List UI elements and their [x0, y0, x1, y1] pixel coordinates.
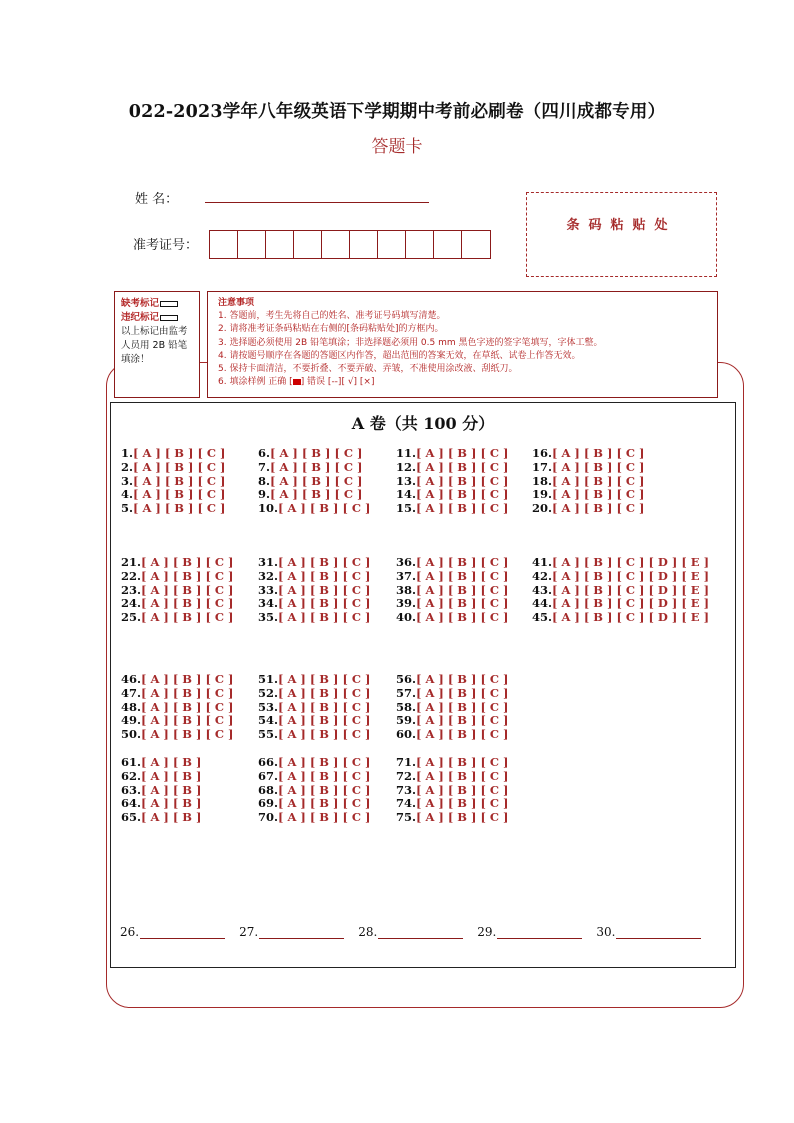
question-row[interactable]: [121, 461, 226, 475]
answer-options[interactable]: [ A ] [ B ] [ C ]: [278, 501, 371, 516]
question-row[interactable]: [121, 714, 234, 728]
question-number: 34.: [258, 596, 279, 611]
question-row[interactable]: [396, 701, 509, 715]
question-number: 58.: [396, 699, 417, 714]
question-row[interactable]: [258, 461, 371, 475]
question-row[interactable]: [258, 811, 371, 825]
question-group: [121, 556, 234, 625]
fill-line[interactable]: [140, 926, 225, 939]
question-number: 73.: [396, 782, 417, 797]
question-number: 14.: [396, 487, 417, 502]
question-row[interactable]: [258, 797, 371, 811]
question-number: 17.: [532, 459, 553, 474]
question-group: [121, 447, 226, 516]
answer-options[interactable]: [ A ] [ B ]: [141, 768, 202, 783]
fill-in-row: [120, 925, 720, 939]
question-row[interactable]: [258, 502, 371, 516]
question-number: 71.: [396, 755, 417, 769]
question-number: 11.: [396, 446, 417, 460]
id-digit-box[interactable]: [294, 231, 322, 258]
question-row[interactable]: [396, 570, 509, 584]
id-label: 准考证号：: [133, 238, 199, 253]
answer-options[interactable]: [ A ] [ B ] [ C ]: [278, 582, 371, 597]
answer-options[interactable]: [ A ] [ B ] [ C ]: [278, 610, 371, 625]
question-number: 50.: [121, 727, 142, 742]
question-row[interactable]: [121, 447, 226, 461]
name-label: 姓 名：: [135, 192, 179, 207]
question-number: 12.: [396, 459, 417, 474]
question-number: 65.: [121, 810, 142, 825]
id-digit-box[interactable]: [238, 231, 266, 258]
question-number: 66.: [258, 755, 279, 769]
question-number: 16.: [532, 446, 553, 460]
question-row[interactable]: [396, 488, 509, 502]
answer-options[interactable]: [ A ] [ B ] [ C ]: [270, 459, 363, 474]
question-number: 60.: [396, 727, 417, 742]
question-number: 40.: [396, 610, 417, 625]
question-number: 5.: [121, 501, 134, 516]
answer-options[interactable]: [ A ] [ B ] [ C ]: [416, 755, 509, 769]
question-number: 42.: [532, 568, 553, 583]
id-digit-box[interactable]: [462, 231, 490, 258]
question-number: 4.: [121, 487, 134, 502]
question-number: 23.: [121, 582, 142, 597]
question-row[interactable]: [396, 687, 509, 701]
question-row[interactable]: [121, 556, 234, 570]
question-group: [258, 756, 371, 825]
answer-options[interactable]: [ A ] [ B ] [ C ]: [141, 685, 234, 700]
question-number: 48.: [121, 699, 142, 714]
notice-heading: 注意事项: [218, 298, 255, 308]
question-group: [396, 756, 509, 825]
violation-mark-label: 违纪标记: [121, 312, 160, 323]
question-number: 13.: [396, 473, 417, 488]
question-row[interactable]: [258, 784, 371, 798]
answer-options[interactable]: [ A ] [ B ] [ C ]: [278, 810, 371, 825]
id-digit-box[interactable]: [434, 231, 462, 258]
question-row[interactable]: [396, 784, 509, 798]
answer-options[interactable]: [ A ] [ B ] [ C ]: [133, 459, 226, 474]
question-row[interactable]: [121, 488, 226, 502]
barcode-label: 条码粘贴处: [566, 218, 677, 233]
question-row[interactable]: [121, 770, 201, 784]
question-row[interactable]: [121, 756, 201, 770]
answer-options[interactable]: [ A ] [ B ] [ C ]: [141, 610, 234, 625]
answer-options[interactable]: [ A ] [ B ] [ C ]: [416, 596, 509, 611]
fill-line[interactable]: [259, 926, 344, 939]
question-row[interactable]: [121, 811, 201, 825]
notice-item: 5. 保持卡面清洁，不要折叠、不要弄破、弄皱，不准使用涂改液、刮纸刀。: [218, 364, 518, 375]
notice-item: 4. 请按题号顺序在各题的答题区内作答，超出范围的答案无效，在草纸、试卷上作答无效。: [218, 350, 581, 361]
fill-item[interactable]: [596, 925, 701, 939]
question-number: 39.: [396, 596, 417, 611]
question-number: 3.: [121, 473, 134, 488]
fill-line[interactable]: [497, 926, 582, 939]
question-row[interactable]: [396, 714, 509, 728]
question-number: 31.: [258, 555, 279, 569]
question-group: [396, 673, 509, 742]
answer-options[interactable]: [ A ] [ B ] [ C ]: [552, 459, 645, 474]
question-number: 10.: [258, 501, 279, 516]
question-number: 22.: [121, 568, 142, 583]
question-group: [258, 556, 371, 625]
question-number: 32.: [258, 568, 279, 583]
fill-item[interactable]: [239, 925, 344, 939]
answer-options[interactable]: [ A ] [ B ] [ C ]: [141, 555, 234, 569]
question-row[interactable]: [258, 475, 371, 489]
answer-options[interactable]: [ A ] [ B ] [ C ]: [141, 568, 234, 583]
answer-options[interactable]: [ A ] [ B ] [ C ]: [416, 487, 509, 502]
fill-number: 30.: [596, 925, 616, 939]
answer-options[interactable]: [ A ] [ B ] [ C ]: [416, 796, 509, 811]
question-number: 61.: [121, 755, 142, 769]
question-group: [396, 556, 509, 625]
question-number: 25.: [121, 610, 142, 625]
question-number: 43.: [532, 582, 553, 597]
question-row[interactable]: [396, 461, 509, 475]
marks-note: 以上标记由监考人员用 2B 铅笔填涂！: [121, 326, 188, 365]
answer-options[interactable]: [ A ] [ B ] [ C ]: [141, 582, 234, 597]
question-row[interactable]: [396, 502, 509, 516]
missing-mark-box[interactable]: [160, 301, 178, 307]
id-digit-box[interactable]: [350, 231, 378, 258]
question-row[interactable]: [258, 447, 371, 461]
question-row[interactable]: [396, 770, 509, 784]
question-number: 54.: [258, 713, 279, 728]
question-number: 62.: [121, 768, 142, 783]
page-title: 022-2023学年八年级英语下学期期中考前必刷卷（四川成都专用）: [128, 102, 666, 122]
question-number: 49.: [121, 713, 142, 728]
fill-line[interactable]: [616, 926, 701, 939]
question-group: [121, 673, 234, 742]
question-row[interactable]: [258, 728, 371, 742]
question-number: 1.: [121, 446, 134, 460]
answer-options[interactable]: [ A ] [ B ] [ C ]: [270, 446, 363, 460]
answer-options[interactable]: [ A ] [ B ] [ C ]: [416, 446, 509, 460]
question-number: 59.: [396, 713, 417, 728]
question-number: 19.: [532, 487, 553, 502]
question-row[interactable]: [396, 584, 509, 598]
exam-marks-box: [114, 291, 200, 398]
question-number: 24.: [121, 596, 142, 611]
question-row[interactable]: [121, 687, 234, 701]
question-row[interactable]: [121, 728, 234, 742]
missing-mark-label: 缺考标记: [121, 298, 160, 309]
question-number: 15.: [396, 501, 417, 516]
answer-options[interactable]: [ A ] [ B ] [ C ]: [278, 768, 371, 783]
question-number: 35.: [258, 610, 279, 625]
fill-item[interactable]: [358, 925, 463, 939]
question-number: 46.: [121, 672, 142, 686]
question-group: [258, 673, 371, 742]
question-number: 18.: [532, 473, 553, 488]
question-row[interactable]: [121, 673, 234, 687]
question-number: 55.: [258, 727, 279, 742]
section-title: A 卷（共 100 分）: [351, 414, 495, 433]
question-number: 74.: [396, 796, 417, 811]
answer-options[interactable]: [ A ] [ B ] [ C ]: [278, 713, 371, 728]
answer-options[interactable]: [ A ] [ B ] [ C ]: [552, 487, 645, 502]
question-row[interactable]: [396, 811, 509, 825]
question-number: 45.: [532, 610, 553, 625]
question-row[interactable]: [258, 488, 371, 502]
question-group: [258, 447, 371, 516]
question-group: [532, 447, 645, 516]
fill-number: 28.: [358, 925, 378, 939]
notice-item: 3. 选择题必须使用 2B 铅笔填涂；非选择题必须用 0.5 mm 黑色字迹的签字笔填写，字体工整。: [218, 337, 603, 348]
id-digit-box[interactable]: [210, 231, 238, 258]
question-number: 64.: [121, 796, 142, 811]
question-row[interactable]: [258, 770, 371, 784]
answer-options[interactable]: [ A ] [ B ] [ C ] [ D ] [ E ]: [552, 582, 710, 597]
question-number: 57.: [396, 685, 417, 700]
question-row[interactable]: [258, 756, 371, 770]
question-row[interactable]: [396, 728, 509, 742]
answer-options[interactable]: [ A ] [ B ] [ C ]: [416, 473, 509, 488]
answer-options[interactable]: [ A ] [ B ] [ C ]: [141, 596, 234, 611]
answer-options[interactable]: [ A ] [ B ] [ C ] [ D ] [ E ]: [552, 555, 710, 569]
answer-options[interactable]: [ A ] [ B ] [ C ]: [416, 672, 509, 686]
page-subtitle: 答题卡: [371, 137, 423, 157]
question-number: 52.: [258, 685, 279, 700]
question-number: 20.: [532, 501, 553, 516]
answer-options[interactable]: [ A ] [ B ] [ C ]: [133, 501, 226, 516]
question-number: 33.: [258, 582, 279, 597]
answer-options[interactable]: [ A ] [ B ]: [141, 755, 202, 769]
notice-sample: [218, 376, 707, 389]
notice-item: 2. 请将准考证条码粘贴在右侧的[条码粘贴处]的方框内。: [218, 324, 444, 335]
answer-options[interactable]: [ A ] [ B ] [ C ]: [278, 596, 371, 611]
question-number: 7.: [258, 459, 271, 474]
question-row[interactable]: [396, 475, 509, 489]
answer-options[interactable]: [ A ] [ B ] [ C ]: [416, 555, 509, 569]
id-number-boxes[interactable]: [209, 230, 491, 259]
question-row[interactable]: [396, 447, 509, 461]
answer-options[interactable]: [ A ] [ B ] [ C ]: [270, 473, 363, 488]
question-number: 8.: [258, 473, 271, 488]
question-row[interactable]: [396, 756, 509, 770]
question-number: 2.: [121, 459, 134, 474]
answer-options[interactable]: [ A ] [ B ] [ C ]: [552, 446, 645, 460]
answer-options[interactable]: [ A ] [ B ] [ C ]: [141, 713, 234, 728]
question-number: 36.: [396, 555, 417, 569]
answer-options[interactable]: [ A ] [ B ] [ C ]: [278, 796, 371, 811]
answer-options[interactable]: [ A ] [ B ] [ C ]: [278, 672, 371, 686]
answer-options[interactable]: [ A ] [ B ] [ C ]: [278, 782, 371, 797]
answer-options[interactable]: [ A ] [ B ] [ C ]: [416, 685, 509, 700]
question-row[interactable]: [532, 447, 645, 461]
id-digit-box[interactable]: [266, 231, 294, 258]
fill-number: 26.: [120, 925, 140, 939]
answer-options[interactable]: [ A ] [ B ]: [141, 796, 202, 811]
question-number: 68.: [258, 782, 279, 797]
answer-options[interactable]: [ A ] [ B ] [ C ]: [416, 459, 509, 474]
question-row[interactable]: [121, 475, 226, 489]
answer-options[interactable]: [ A ] [ B ] [ C ]: [416, 810, 509, 825]
question-row[interactable]: [121, 584, 234, 598]
fill-number: 29.: [477, 925, 497, 939]
question-row[interactable]: [121, 797, 201, 811]
question-number: 56.: [396, 672, 417, 686]
question-number: 53.: [258, 699, 279, 714]
answer-options[interactable]: [ A ] [ B ] [ C ]: [133, 487, 226, 502]
answer-options[interactable]: [ A ] [ B ] [ C ] [ D ] [ E ]: [552, 610, 710, 625]
question-row[interactable]: [532, 584, 709, 598]
question-number: 70.: [258, 810, 279, 825]
question-row[interactable]: [121, 701, 234, 715]
answer-options[interactable]: [ A ] [ B ]: [141, 810, 202, 825]
answer-options[interactable]: [ A ] [ B ] [ C ]: [141, 727, 234, 742]
question-row[interactable]: [121, 502, 226, 516]
question-row[interactable]: [396, 673, 509, 687]
question-group: [396, 447, 509, 516]
answer-options[interactable]: [ A ] [ B ] [ C ]: [416, 768, 509, 783]
answer-options[interactable]: [ A ] [ B ] [ C ]: [278, 568, 371, 583]
question-row[interactable]: [258, 584, 371, 598]
question-number: 44.: [532, 596, 553, 611]
id-digit-box[interactable]: [322, 231, 350, 258]
id-digit-box[interactable]: [406, 231, 434, 258]
question-row[interactable]: [258, 673, 371, 687]
sample-prefix: 6. 填涂样例 正确 [: [218, 377, 293, 388]
question-row[interactable]: [258, 714, 371, 728]
question-number: 9.: [258, 487, 271, 502]
question-row[interactable]: [258, 597, 371, 611]
question-row[interactable]: [396, 556, 509, 570]
question-number: 69.: [258, 796, 279, 811]
question-row[interactable]: [532, 611, 709, 625]
sample-wrong: --][ √] [×]: [331, 377, 375, 388]
question-row[interactable]: [532, 461, 645, 475]
fill-number: 27.: [239, 925, 259, 939]
question-number: 72.: [396, 768, 417, 783]
answer-options[interactable]: [ A ] [ B ] [ C ]: [416, 582, 509, 597]
question-row[interactable]: [396, 611, 509, 625]
answer-options[interactable]: [ A ] [ B ] [ C ]: [270, 487, 363, 502]
question-number: 6.: [258, 446, 271, 460]
answer-options[interactable]: [ A ] [ B ] [ C ] [ D ] [ E ]: [552, 596, 710, 611]
notice-box: [207, 291, 718, 398]
fill-item[interactable]: [120, 925, 225, 939]
answer-options[interactable]: [ A ] [ B ] [ C ]: [278, 685, 371, 700]
question-row[interactable]: [396, 597, 509, 611]
question-row[interactable]: [258, 611, 371, 625]
question-row[interactable]: [532, 570, 709, 584]
answer-options[interactable]: [ A ] [ B ]: [141, 782, 202, 797]
question-row[interactable]: [121, 597, 234, 611]
question-row[interactable]: [121, 611, 234, 625]
answer-options[interactable]: [ A ] [ B ] [ C ]: [278, 699, 371, 714]
answer-options[interactable]: [ A ] [ B ] [ C ]: [278, 555, 371, 569]
question-number: 37.: [396, 568, 417, 583]
fill-item[interactable]: [477, 925, 582, 939]
answer-options[interactable]: [ A ] [ B ] [ C ]: [552, 501, 645, 516]
fill-line[interactable]: [378, 926, 463, 939]
answer-options[interactable]: [ A ] [ B ] [ C ]: [552, 473, 645, 488]
sample-mid: ] 错误 [: [300, 377, 332, 388]
answer-options[interactable]: [ A ] [ B ] [ C ]: [278, 727, 371, 742]
answer-options[interactable]: [ A ] [ B ] [ C ]: [416, 713, 509, 728]
question-row[interactable]: [532, 488, 645, 502]
sample-filled-icon: [293, 379, 301, 385]
question-row[interactable]: [258, 556, 371, 570]
question-row[interactable]: [121, 570, 234, 584]
question-number: 41.: [532, 555, 553, 569]
question-row[interactable]: [532, 597, 709, 611]
answer-options[interactable]: [ A ] [ B ] [ C ]: [141, 699, 234, 714]
question-number: 47.: [121, 685, 142, 700]
answer-options[interactable]: [ A ] [ B ] [ C ]: [416, 501, 509, 516]
name-field[interactable]: [205, 202, 429, 203]
answer-options[interactable]: [ A ] [ B ] [ C ]: [416, 610, 509, 625]
question-group: [121, 756, 201, 825]
answer-options[interactable]: [ A ] [ B ] [ C ]: [416, 782, 509, 797]
question-row[interactable]: [396, 797, 509, 811]
answer-options[interactable]: [ A ] [ B ] [ C ]: [133, 473, 226, 488]
answer-options[interactable]: [ A ] [ B ] [ C ] [ D ] [ E ]: [552, 568, 710, 583]
question-row[interactable]: [258, 570, 371, 584]
answer-options[interactable]: [ A ] [ B ] [ C ]: [416, 699, 509, 714]
question-row[interactable]: [121, 784, 201, 798]
answer-options[interactable]: [ A ] [ B ] [ C ]: [278, 755, 371, 769]
question-number: 75.: [396, 810, 417, 825]
answer-options[interactable]: [ A ] [ B ] [ C ]: [416, 568, 509, 583]
question-number: 67.: [258, 768, 279, 783]
question-number: 51.: [258, 672, 279, 686]
question-row[interactable]: [258, 687, 371, 701]
id-digit-box[interactable]: [378, 231, 406, 258]
answer-options[interactable]: [ A ] [ B ] [ C ]: [141, 672, 234, 686]
question-row[interactable]: [532, 556, 709, 570]
question-row[interactable]: [532, 502, 645, 516]
question-row[interactable]: [258, 701, 371, 715]
violation-mark-box[interactable]: [160, 315, 178, 321]
barcode-area: [526, 192, 717, 277]
question-row[interactable]: [532, 475, 645, 489]
notice-item: 1. 答题前，考生先将自己的姓名、准考证号码填写清楚。: [218, 311, 446, 322]
question-number: 63.: [121, 782, 142, 797]
question-number: 38.: [396, 582, 417, 597]
question-group: [532, 556, 709, 625]
question-number: 21.: [121, 555, 142, 569]
answer-options[interactable]: [ A ] [ B ] [ C ]: [416, 727, 509, 742]
answer-options[interactable]: [ A ] [ B ] [ C ]: [133, 446, 226, 460]
